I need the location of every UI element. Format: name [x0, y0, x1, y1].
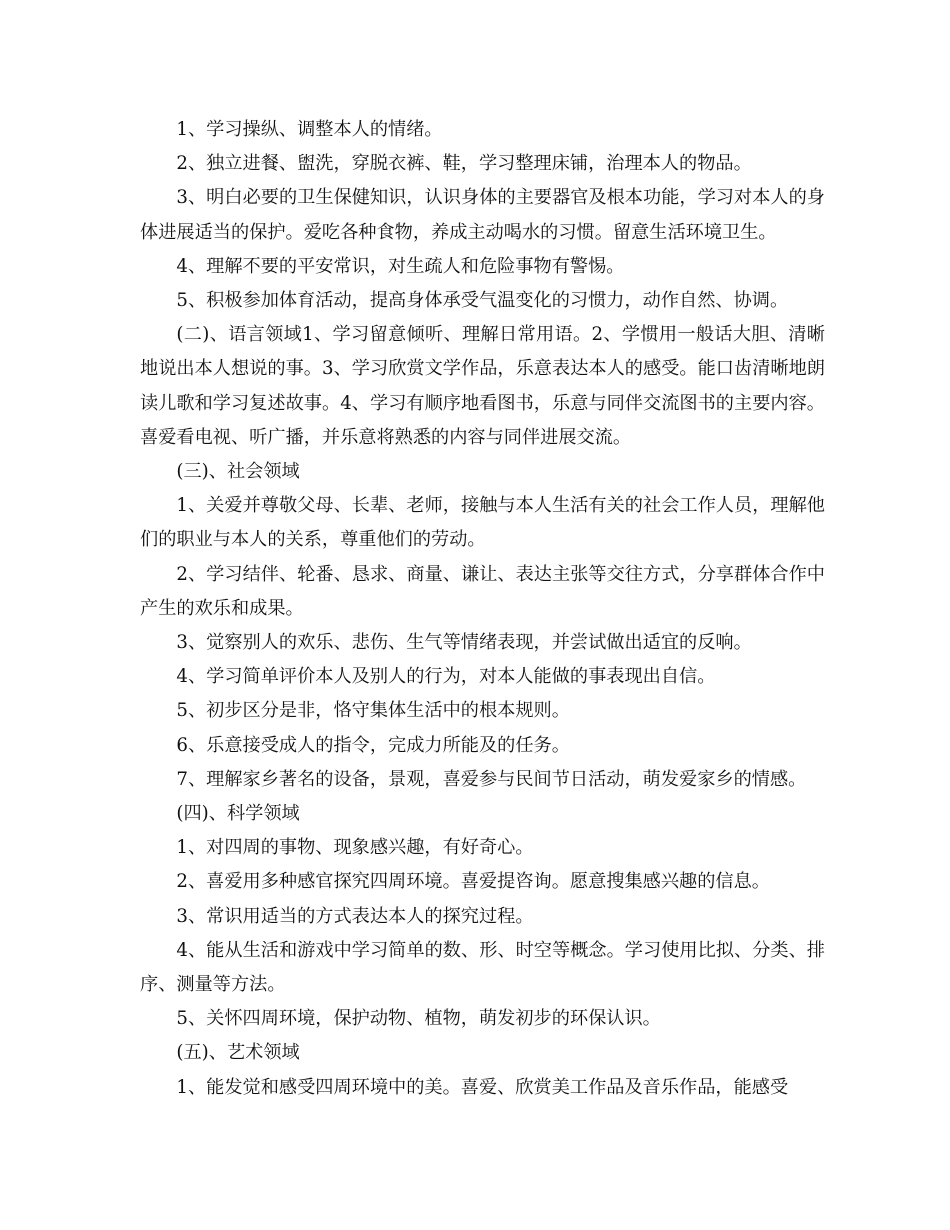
document-body [140, 113, 825, 1105]
paragraph-science-1: 1、对四周的事物、现象感兴趣，有好奇心。 [176, 837, 534, 859]
section-heading-art: (五)、艺术领域 [176, 1042, 300, 1064]
section-language: (二)、语言领域1、学习留意倾听、理解日常用语。2、学惯用一般话大胆、清晰地说出本人想说的事。3、学习欣赏文学作品，乐意表达本人的感受。能口齿清晰地朗读儿歌和学习复述故事。4、学习有顺序地看图书，乐意与同伴交流图书的主要内容。喜爱看电视、听广播，并乐意将熟悉的内容与同伴进展交流。 [140, 324, 825, 448]
paragraph-social-6: 6、乐意接受成人的指令，完成力所能及的任务。 [176, 734, 570, 756]
section-heading-social: (三)、社会领域 [176, 461, 300, 483]
section-heading-science: (四)、科学领域 [176, 803, 300, 825]
paragraph-science-4: 4、能从生活和游戏中学习简单的数、形、时空等概念。学习使用比拟、分类、排序、测量等方法。 [140, 939, 825, 996]
paragraph-science-2: 2、喜爱用多种感官探究四周环境。喜爱提咨询。愿意搜集感兴趣的信息。 [176, 871, 770, 893]
paragraph-social-3: 3、觉察别人的欢乐、悲伤、生气等情绪表现，并尝试做出适宜的反响。 [176, 632, 752, 654]
paragraph-art-1: 1、能发觉和感受四周环境中的美。喜爱、欣赏美工作品及音乐作品，能感受 [176, 1076, 789, 1098]
paragraph-science-5: 5、关怀四周环境，保护动物、植物，萌发初步的环保认识。 [176, 1008, 661, 1030]
paragraph-social-5: 5、初步区分是非，恪守集体生活中的根本规则。 [176, 700, 570, 722]
paragraph-1: 1、学习操纵、调整本人的情绪。 [176, 119, 443, 140]
paragraph-2: 2、独立进餐、盥洗，穿脱衣裤、鞋，学习整理床铺，治理本人的物品。 [176, 153, 752, 175]
paragraph-social-2: 2、学习结伴、轮番、恳求、商量、谦让、表达主张等交往方式，分享群体合作中产生的欢乐和成果。 [140, 563, 825, 619]
paragraph-science-3: 3、常识用适当的方式表达本人的探究过程。 [176, 905, 534, 927]
paragraph-social-7: 7、理解家乡著名的设备，景观，喜爱参与民间节日活动，萌发爱家乡的情感。 [176, 768, 807, 790]
paragraph-social-4: 4、学习简单评价本人及别人的行为，对本人能做的事表现出自信。 [176, 666, 716, 688]
paragraph-3: 3、明白必要的卫生保健知识，认识身体的主要器官及根本功能，学习对本人的身体进展适当的保护。爱吃各种食物，养成主动喝水的习惯。留意生活环境卫生。 [140, 187, 825, 243]
paragraph-4: 4、理解不要的平安常识，对生疏人和危险事物有警惕。 [176, 255, 625, 277]
paragraph-social-1: 1、关爱并尊敬父母、长辈、老师，接触与本人生活有关的社会工作人员，理解他们的职业与本人的关系，尊重他们的劳动。 [140, 495, 825, 551]
paragraph-5: 5、积极参加体育活动，提高身体承受气温变化的习惯力，动作自然、协调。 [176, 290, 789, 312]
